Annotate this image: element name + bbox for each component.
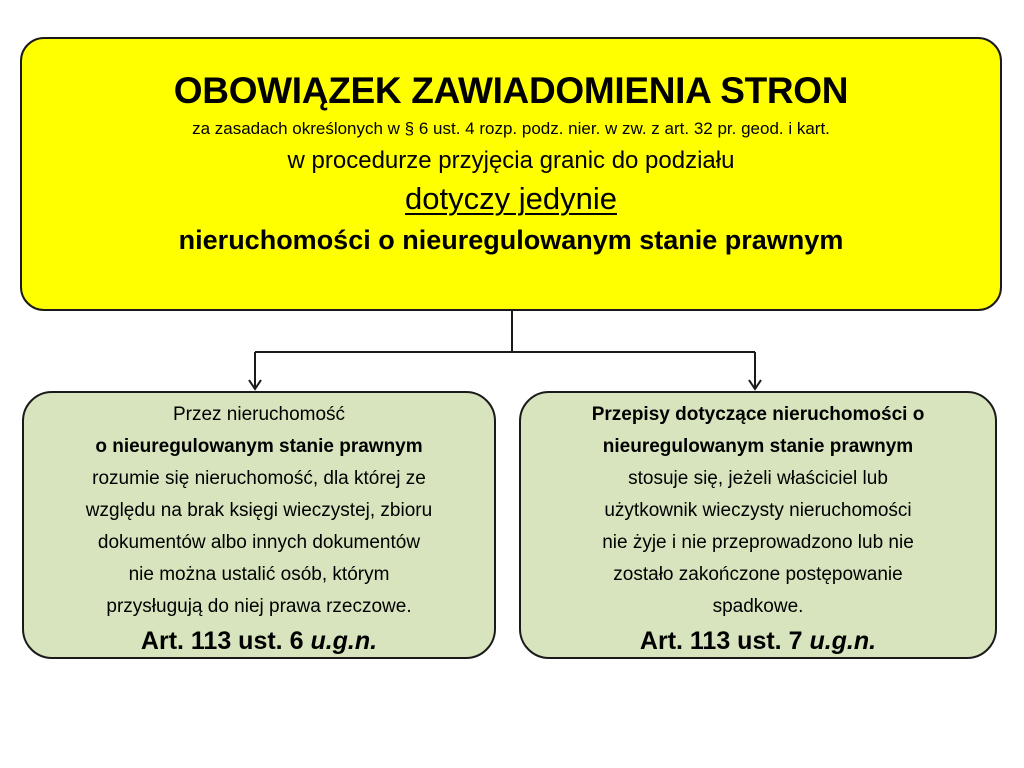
header-title: OBOWIĄZEK ZAWIADOMIENIA STRON — [173, 70, 849, 111]
header-emphasis: dotyczy jedynie — [405, 181, 617, 216]
application-line-4: użytkownik wieczysty nieruchomości — [604, 500, 912, 521]
header-legal-basis: za zasadach określonych w § 6 ust. 4 rozp. podz. nier. w zw. z art. 32 pr. geod. i kart. — [192, 119, 830, 138]
application-line-3: stosuje się, jeżeli właściciel lub — [628, 468, 888, 489]
header-procedure: w procedurze przyjęcia granic do podziału — [287, 147, 735, 174]
application-line-1: Przepisy dotyczące nieruchomości o — [591, 404, 925, 425]
application-line-2: nieuregulowanym stanie prawnym — [602, 436, 914, 457]
definition-line-7: przysługują do niej prawa rzeczowe. — [106, 596, 412, 617]
application-line-6: zostało zakończone postępowanie — [613, 564, 903, 585]
definition-line-3: rozumie się nieruchomość, dla której ze — [92, 468, 426, 489]
application-line-5: nie żyje i nie przeprowadzono lub nie — [602, 532, 914, 553]
definition-reference — [24, 624, 494, 658]
application-reference-act: u.g.n. — [809, 627, 877, 655]
header-subject: nieruchomości o nieuregulowanym stanie prawnym — [178, 225, 844, 255]
definition-line-6: nie można ustalić osób, którym — [128, 564, 390, 585]
definition-reference-act: u.g.n. — [310, 627, 378, 655]
definition-line-5: dokumentów albo innych dokumentów — [97, 532, 421, 553]
definition-box — [22, 391, 496, 659]
definition-line-1: Przez nieruchomość — [172, 404, 346, 425]
definition-term: o nieuregulowanym stanie prawnym — [95, 436, 423, 457]
application-reference — [521, 624, 995, 658]
definition-line-4: względu na brak księgi wieczystej, zbioru — [85, 500, 433, 521]
application-line-7: spadkowe. — [712, 596, 804, 617]
application-reference-article: Art. 113 ust. 7 — [639, 627, 810, 655]
definition-reference-article: Art. 113 ust. 6 — [140, 627, 311, 655]
application-box — [519, 391, 997, 659]
